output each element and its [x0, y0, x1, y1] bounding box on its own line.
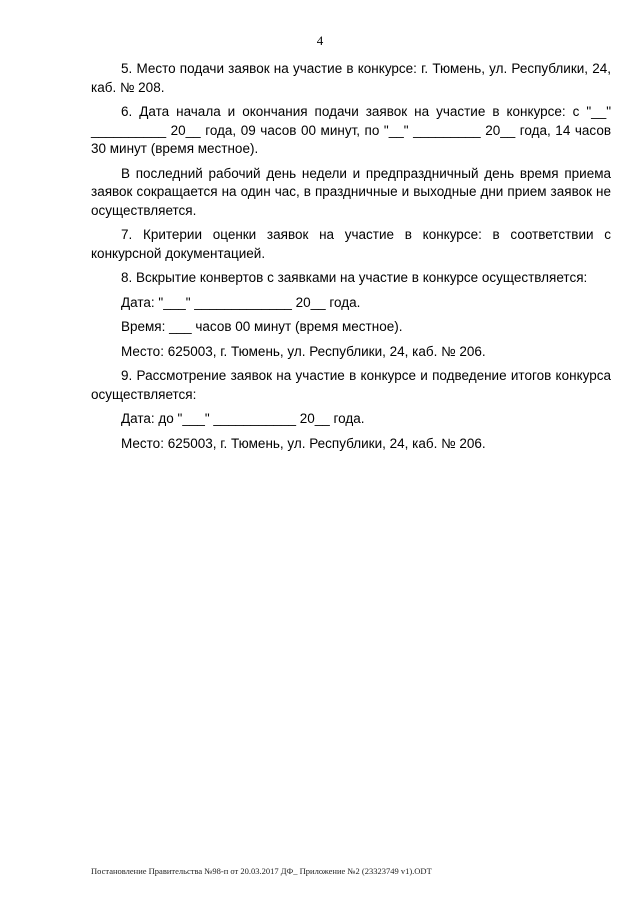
- document-footer: Постановление Правительства №98-п от 20.03.2017 ДФ_ Приложение №2 (23323749 v1).ODT: [91, 866, 432, 876]
- page-number: 4: [316, 33, 324, 48]
- item-6-submission-dates: 6. Дата начала и окончания подачи заявок на участие в конкурсе: с "__" __________ 20__ года, 09 часов 00 минут, по "__" _________ 20__ года, 14 часов 30 минут (время местное).: [91, 104, 611, 156]
- review-date: Дата: до "___" ___________ 20__ года.: [121, 411, 365, 426]
- item-5-submission-place: 5. Место подачи заявок на участие в конкурсе: г. Тюмень, ул. Республики, 24, каб. № 208.: [91, 61, 611, 95]
- document-body: [91, 60, 611, 459]
- item-7-evaluation-criteria: 7. Критерии оценки заявок на участие в конкурсе: в соответствии с конкурсной документацией.: [91, 227, 611, 261]
- item-9-review-and-results: 9. Рассмотрение заявок на участие в конкурсе и подведение итогов конкурса осуществляется:: [91, 368, 611, 402]
- item-8-envelope-opening: 8. Вскрытие конвертов с заявками на участие в конкурсе осуществляется:: [121, 270, 588, 285]
- opening-place: Место: 625003, г. Тюмень, ул. Республики, 24, каб. № 206.: [121, 343, 486, 359]
- submission-hours-note: В последний рабочий день недели и предпраздничный день время приема заявок сокращается на один час, в праздничные и выходные дни прием заявок не осуществляется.: [91, 165, 611, 218]
- review-place: Место: 625003, г. Тюмень, ул. Республики, 24, каб. № 206.: [121, 435, 486, 451]
- opening-date: Дата: "___" _____________ 20__ года.: [121, 294, 361, 310]
- opening-time: Время: ___ часов 00 минут (время местное).: [121, 319, 403, 334]
